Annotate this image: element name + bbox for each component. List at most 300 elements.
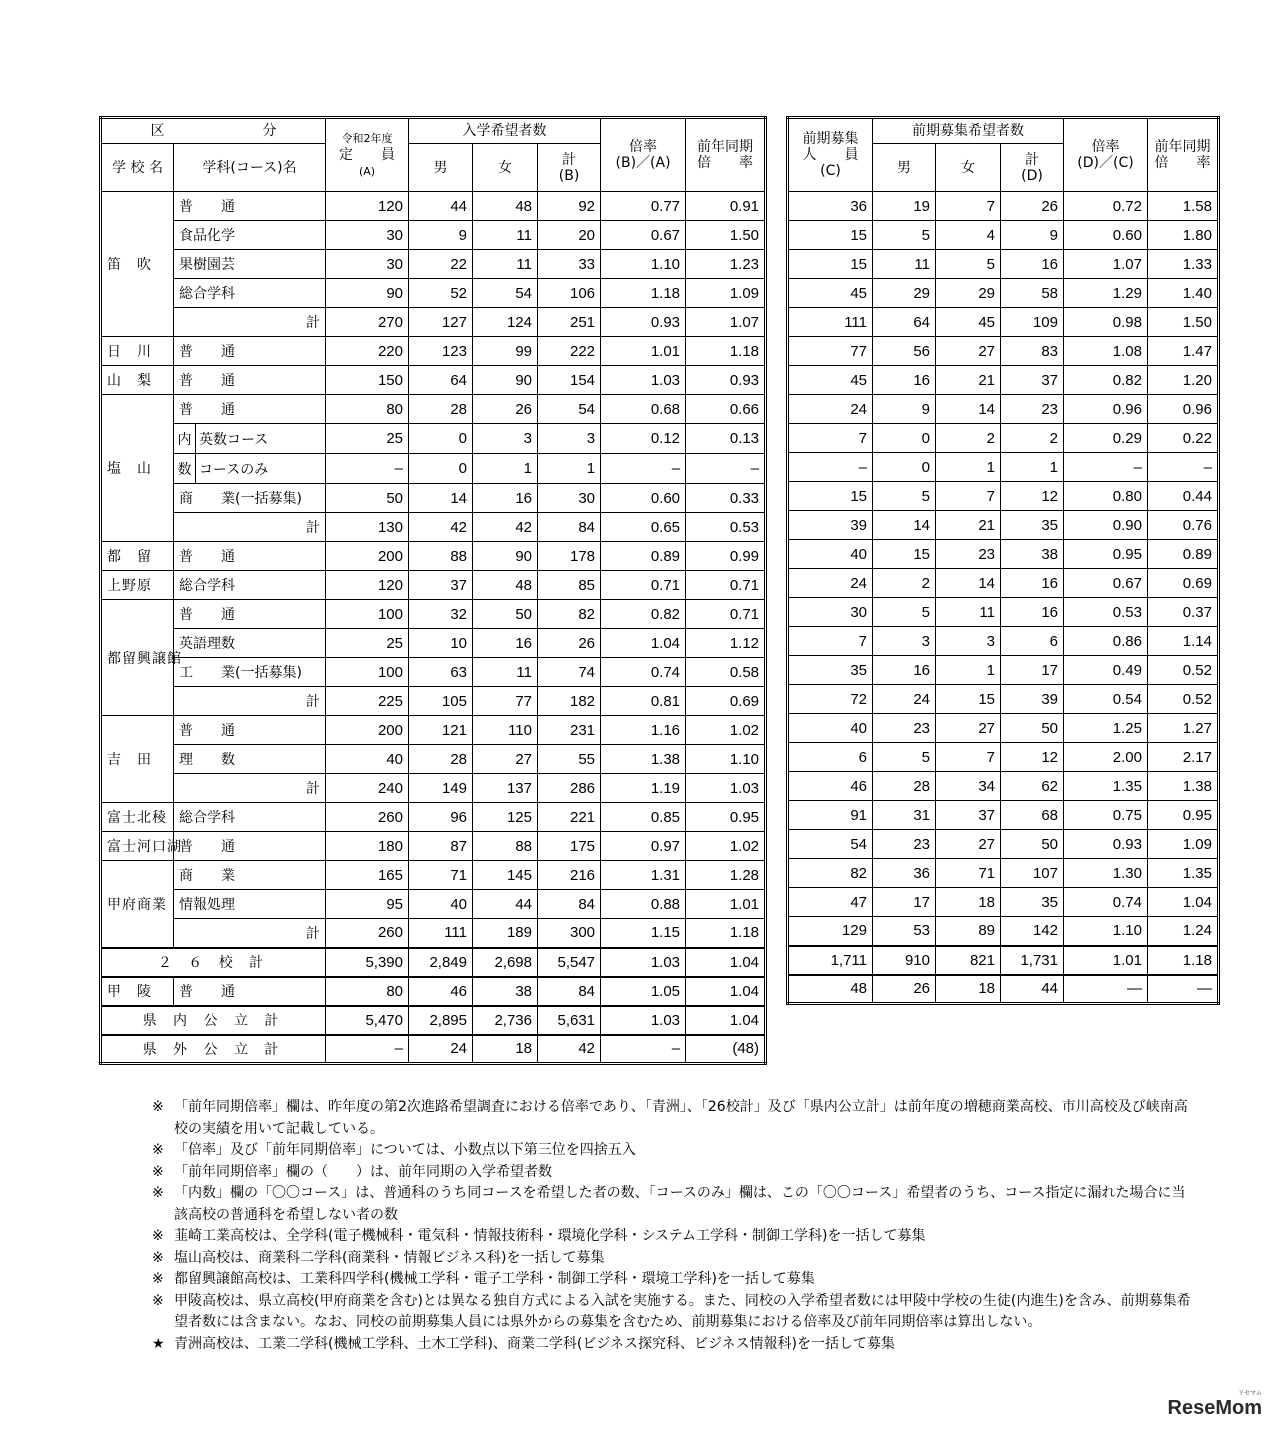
table-row — [101, 948, 766, 977]
value-cell: 0.53 — [1064, 598, 1148, 627]
value-cell: 286 — [538, 774, 601, 803]
table-row — [788, 337, 1219, 366]
value-cell: 5 — [936, 250, 1001, 279]
dept-name: 商 業(一括募集) — [174, 484, 326, 513]
dept-name: 普 通 — [174, 977, 326, 1006]
value-cell: 180 — [326, 832, 409, 861]
value-cell: 9 — [1001, 221, 1064, 250]
female-header: 女 — [473, 144, 538, 192]
value-cell: 7 — [936, 192, 1001, 221]
value-cell: 24 — [873, 685, 936, 714]
value-cell: 1.47 — [1148, 337, 1219, 366]
table-row — [788, 482, 1219, 511]
table-row — [101, 832, 766, 861]
note-mark: ※ — [152, 1249, 164, 1266]
table-row — [101, 484, 766, 513]
value-cell: 123 — [409, 337, 473, 366]
value-cell: 23 — [873, 830, 936, 859]
table-row — [788, 859, 1219, 888]
value-cell: 0.60 — [601, 484, 686, 513]
value-cell: 221 — [538, 803, 601, 832]
value-cell: 182 — [538, 687, 601, 716]
table-row — [788, 830, 1219, 859]
value-cell: 0.67 — [1064, 569, 1148, 598]
subtotal-label: 計 — [174, 687, 326, 716]
sum-header: 計 (D) — [1001, 144, 1064, 192]
value-cell: 0.49 — [1064, 656, 1148, 685]
table-row — [788, 946, 1219, 975]
note-mark: ※ — [152, 1142, 164, 1158]
value-cell: 68 — [1001, 801, 1064, 830]
school-name: 塩 山 — [101, 395, 174, 542]
school-name: 日 川 — [101, 337, 174, 366]
school-name: 笛 吹 — [101, 192, 174, 337]
table-row — [101, 716, 766, 745]
value-cell: 270 — [326, 308, 409, 337]
table-row — [788, 627, 1219, 656]
value-cell: 24 — [788, 569, 873, 598]
value-cell: 18 — [936, 888, 1001, 917]
note-text: 都留興譲館高校は、工業科四学科(機械工学科・電子工学科・制御工学科・環境工学科)を一括して募集 — [174, 1271, 815, 1287]
value-cell: 3 — [538, 424, 601, 454]
value-cell: 129 — [788, 917, 873, 946]
dept-name: 情報処理 — [174, 890, 326, 919]
value-cell: 39 — [1001, 685, 1064, 714]
table-row — [788, 366, 1219, 395]
table-row — [101, 424, 766, 454]
value-cell: 45 — [936, 308, 1001, 337]
value-cell: – — [1148, 453, 1219, 482]
value-cell: 54 — [788, 830, 873, 859]
value-cell: 1.10 — [601, 250, 686, 279]
value-cell: 2.00 — [1064, 743, 1148, 772]
table-row — [101, 279, 766, 308]
value-cell: 1.15 — [601, 919, 686, 948]
table-row — [101, 1006, 766, 1035]
value-cell: 28 — [409, 745, 473, 774]
value-cell: 48 — [788, 975, 873, 1004]
dept-name: 理 数 — [174, 745, 326, 774]
value-cell: 225 — [326, 687, 409, 716]
value-cell: 44 — [1001, 975, 1064, 1004]
value-cell: 0.98 — [1064, 308, 1148, 337]
value-cell: 21 — [936, 511, 1001, 540]
value-cell: 50 — [1001, 830, 1064, 859]
value-cell: 23 — [1001, 395, 1064, 424]
value-cell: 821 — [936, 946, 1001, 975]
value-cell: 0.52 — [1148, 685, 1219, 714]
value-cell: 22 — [409, 250, 473, 279]
value-cell: 1.18 — [1148, 946, 1219, 975]
value-cell: 17 — [873, 888, 936, 917]
value-cell: – — [788, 453, 873, 482]
value-cell: 56 — [873, 337, 936, 366]
footnote — [152, 1226, 1192, 1248]
value-cell: 1.18 — [601, 279, 686, 308]
ratio-header: 倍率 (D)／(C) — [1064, 118, 1148, 192]
value-cell: 7 — [936, 482, 1001, 511]
naisu-label: 内 — [174, 424, 196, 453]
value-cell: 50 — [1001, 714, 1064, 743]
table-row — [788, 395, 1219, 424]
table-row — [101, 861, 766, 890]
school-name: 甲府商業 — [101, 861, 174, 948]
naisu-label: 数 — [174, 454, 196, 483]
course-name: コースのみ — [199, 461, 269, 478]
note-text: 塩山高校は、商業科二学科(商業科・情報ビジネス科)を一括して募集 — [174, 1249, 605, 1266]
value-cell: 46 — [788, 772, 873, 801]
value-cell: – — [326, 1035, 409, 1064]
value-cell: 3 — [936, 627, 1001, 656]
table-row — [788, 424, 1219, 453]
table-row — [101, 395, 766, 424]
value-cell: 1.35 — [1064, 772, 1148, 801]
value-cell: 50 — [326, 484, 409, 513]
value-cell: 14 — [936, 569, 1001, 598]
value-cell: 0.54 — [1064, 685, 1148, 714]
dept-name: 普 通 — [174, 542, 326, 571]
value-cell: 74 — [538, 658, 601, 687]
value-cell: 149 — [409, 774, 473, 803]
value-cell: 106 — [538, 279, 601, 308]
value-cell: 7 — [788, 627, 873, 656]
value-cell: 44 — [409, 192, 473, 221]
value-cell: 0.80 — [1064, 482, 1148, 511]
value-cell: 99 — [473, 337, 538, 366]
value-cell: 20 — [538, 221, 601, 250]
value-cell: 45 — [788, 279, 873, 308]
table-row — [788, 511, 1219, 540]
value-cell: 1.33 — [1148, 250, 1219, 279]
value-cell: 0.60 — [1064, 221, 1148, 250]
value-cell: 40 — [409, 890, 473, 919]
value-cell: 14 — [873, 511, 936, 540]
value-cell: 0.85 — [601, 803, 686, 832]
value-cell: 44 — [473, 890, 538, 919]
value-cell: 30 — [538, 484, 601, 513]
value-cell: 1.02 — [686, 716, 766, 745]
value-cell: 63 — [409, 658, 473, 687]
value-cell: 84 — [538, 890, 601, 919]
footnote — [152, 1248, 1192, 1270]
value-cell: 1.12 — [686, 629, 766, 658]
table-row — [101, 919, 766, 948]
value-cell: 0.44 — [1148, 482, 1219, 511]
value-cell: 5,631 — [538, 1006, 601, 1035]
table-row — [101, 221, 766, 250]
school-name: 山 梨 — [101, 366, 174, 395]
table-row — [101, 542, 766, 571]
value-cell: 142 — [1001, 917, 1064, 946]
value-cell: 1 — [1001, 453, 1064, 482]
value-cell: 27 — [936, 337, 1001, 366]
value-cell: 111 — [788, 308, 873, 337]
value-cell: 111 — [409, 919, 473, 948]
dept-name: 果樹園芸 — [174, 250, 326, 279]
value-cell: 7 — [936, 743, 1001, 772]
value-cell: 1.04 — [686, 1006, 766, 1035]
table-row — [788, 598, 1219, 627]
value-cell: 30 — [326, 250, 409, 279]
value-cell: 77 — [788, 337, 873, 366]
value-cell: 189 — [473, 919, 538, 948]
table-row — [788, 192, 1219, 221]
school-name: 富士河口湖 — [101, 832, 174, 861]
note-text: 「内数」欄の「〇〇コース」は、普通科のうち同コースを希望した者の数、「コースのみ」欄は、この「〇〇コース」希望者のうち、コース指定に漏れた場合に当該高校の普通科を希望しない者の数 — [174, 1185, 1186, 1223]
table-row — [101, 687, 766, 716]
dept-name: 普 通 — [174, 832, 326, 861]
table-row — [101, 803, 766, 832]
value-cell: 5 — [873, 598, 936, 627]
boshu-header: 前期募集 人 員 (C) — [788, 118, 873, 192]
value-cell: 1.58 — [1148, 192, 1219, 221]
dept-name: 商 業 — [174, 861, 326, 890]
value-cell: — — [1064, 975, 1148, 1004]
value-cell: 5 — [873, 482, 936, 511]
value-cell: 222 — [538, 337, 601, 366]
value-cell: 0.71 — [686, 571, 766, 600]
value-cell: 30 — [326, 221, 409, 250]
value-cell: 95 — [326, 890, 409, 919]
value-cell: 1.24 — [1148, 917, 1219, 946]
table-row — [788, 801, 1219, 830]
value-cell: 1.03 — [601, 366, 686, 395]
value-cell: 30 — [788, 598, 873, 627]
dept-name: 工 業(一括募集) — [174, 658, 326, 687]
table-row — [788, 453, 1219, 482]
value-cell: 1.10 — [686, 745, 766, 774]
value-cell: 124 — [473, 308, 538, 337]
value-cell: 1.38 — [601, 745, 686, 774]
applicants-table — [99, 116, 767, 1065]
value-cell: 1.04 — [686, 977, 766, 1006]
value-cell: 37 — [409, 571, 473, 600]
value-cell: 36 — [873, 859, 936, 888]
value-cell: 12 — [1001, 482, 1064, 511]
value-cell: 0.12 — [601, 424, 686, 454]
value-cell: 84 — [538, 513, 601, 542]
value-cell: 1,711 — [788, 946, 873, 975]
value-cell: 23 — [873, 714, 936, 743]
value-cell: 90 — [326, 279, 409, 308]
value-cell: 16 — [1001, 598, 1064, 627]
value-cell: 28 — [873, 772, 936, 801]
teiin-header: 令和2年度 定 員 (A) — [326, 118, 409, 192]
value-cell: 17 — [1001, 656, 1064, 685]
value-cell: 15 — [873, 540, 936, 569]
value-cell: 165 — [326, 861, 409, 890]
value-cell: 0.69 — [686, 687, 766, 716]
value-cell: 31 — [873, 801, 936, 830]
value-cell: 16 — [1001, 250, 1064, 279]
dept-name — [174, 454, 326, 484]
value-cell: 6 — [788, 743, 873, 772]
male-header: 男 — [873, 144, 936, 192]
value-cell: 89 — [936, 917, 1001, 946]
value-cell: 2,895 — [409, 1006, 473, 1035]
value-cell: 0.22 — [1148, 424, 1219, 453]
dept-name: 普 通 — [174, 366, 326, 395]
value-cell: 1.09 — [1148, 830, 1219, 859]
prev-ratio-header: 前年同期 倍 率 — [1148, 118, 1219, 192]
value-cell: 1.38 — [1148, 772, 1219, 801]
table-row — [788, 917, 1219, 946]
footnote — [152, 1183, 1192, 1226]
table-row — [101, 454, 766, 484]
value-cell: 11 — [873, 250, 936, 279]
value-cell: 0.68 — [601, 395, 686, 424]
school-name: 甲 陵 — [101, 977, 174, 1006]
value-cell: 1.31 — [601, 861, 686, 890]
table-row — [788, 975, 1219, 1004]
value-cell: 37 — [936, 801, 1001, 830]
school-name: 富士北稜 — [101, 803, 174, 832]
value-cell: 11 — [473, 658, 538, 687]
note-mark: ★ — [152, 1335, 165, 1352]
value-cell: 1.07 — [686, 308, 766, 337]
value-cell: 1.05 — [601, 977, 686, 1006]
school-name: 吉 田 — [101, 716, 174, 803]
value-cell: 58 — [1001, 279, 1064, 308]
value-cell: 38 — [1001, 540, 1064, 569]
value-cell: 1.29 — [1064, 279, 1148, 308]
value-cell: 1.25 — [1064, 714, 1148, 743]
value-cell: 39 — [788, 511, 873, 540]
value-cell: 2 — [1001, 424, 1064, 453]
value-cell: 1.23 — [686, 250, 766, 279]
subtotal-label: 計 — [174, 308, 326, 337]
value-cell: 27 — [936, 714, 1001, 743]
value-cell: 11 — [936, 598, 1001, 627]
value-cell: 2,736 — [473, 1006, 538, 1035]
value-cell: 18 — [936, 975, 1001, 1004]
value-cell: 0.90 — [1064, 511, 1148, 540]
table-row — [788, 250, 1219, 279]
value-cell: 48 — [473, 192, 538, 221]
value-cell: 1.28 — [686, 861, 766, 890]
value-cell: 82 — [788, 859, 873, 888]
value-cell: 0 — [409, 454, 473, 484]
value-cell: 11 — [473, 221, 538, 250]
value-cell: 40 — [788, 540, 873, 569]
value-cell: 27 — [473, 745, 538, 774]
value-cell: 1.01 — [601, 337, 686, 366]
value-cell: (48) — [686, 1035, 766, 1064]
value-cell: 0.29 — [1064, 424, 1148, 453]
value-cell: 6 — [1001, 627, 1064, 656]
dept-name: 総合学科 — [174, 803, 326, 832]
note-mark: ※ — [152, 1271, 164, 1287]
value-cell: 24 — [788, 395, 873, 424]
value-cell: – — [326, 454, 409, 484]
value-cell: 3 — [873, 627, 936, 656]
value-cell: 29 — [873, 279, 936, 308]
value-cell: 0.71 — [686, 600, 766, 629]
value-cell: 64 — [409, 366, 473, 395]
table-row — [101, 1035, 766, 1064]
note-mark: ※ — [152, 1228, 164, 1244]
note-text: 甲陵高校は、県立高校(甲府商業を含む)とは異なる独自方式による入試を実施する。また、同校の入学希望者数には甲陵中学校の生徒(内進生)を含み、前期募集希望者数には含まない。なお、同校の前期募集人員には県外からの募集を含むため、前期募集における倍率及び前年同期倍率は算出しない。 — [174, 1292, 1191, 1330]
value-cell: 1.40 — [1148, 279, 1219, 308]
value-cell: 251 — [538, 308, 601, 337]
value-cell: 71 — [409, 861, 473, 890]
value-cell: 1 — [936, 453, 1001, 482]
value-cell: 83 — [1001, 337, 1064, 366]
kubun-header: 区 分 — [101, 118, 326, 144]
value-cell: 0.81 — [601, 687, 686, 716]
value-cell: 200 — [326, 542, 409, 571]
female-header: 女 — [936, 144, 1001, 192]
value-cell: 0.96 — [1148, 395, 1219, 424]
value-cell: 0.95 — [686, 803, 766, 832]
value-cell: 0.89 — [1148, 540, 1219, 569]
value-cell: 48 — [473, 571, 538, 600]
value-cell: 0.52 — [1148, 656, 1219, 685]
table-row — [101, 192, 766, 221]
value-cell: 100 — [326, 600, 409, 629]
note-text: 「前年同期倍率」欄は、昨年度の第2次進路希望調査における倍率であり、「青洲」、「26校計」及び「県内公立計」は前年度の増穂商業高校、市川高校及び峡南高校の実績を用いて記載している。 — [174, 1099, 1188, 1137]
subtotal-label: 計 — [174, 919, 326, 948]
value-cell: 64 — [873, 308, 936, 337]
value-cell: 1.03 — [686, 774, 766, 803]
value-cell: 2 — [873, 569, 936, 598]
value-cell: 26 — [473, 395, 538, 424]
value-cell: 0.88 — [601, 890, 686, 919]
value-cell: 0.93 — [601, 308, 686, 337]
value-cell: 0.76 — [1148, 511, 1219, 540]
ratio-header: 倍率 (B)／(A) — [601, 118, 686, 192]
value-cell: 27 — [936, 830, 1001, 859]
table-row — [788, 221, 1219, 250]
value-cell: 1 — [936, 656, 1001, 685]
dept-name: 普 通 — [174, 716, 326, 745]
row-label: 県 外 公 立 計 — [101, 1035, 326, 1064]
value-cell: 1.50 — [686, 221, 766, 250]
table-row — [101, 571, 766, 600]
table-row — [788, 772, 1219, 801]
value-cell: 110 — [473, 716, 538, 745]
table-row — [788, 279, 1219, 308]
value-cell: 0.75 — [1064, 801, 1148, 830]
male-header: 男 — [409, 144, 473, 192]
resemom-logo: ReseMom リセマム — [1167, 1391, 1262, 1419]
course-name: 英数コース — [199, 431, 269, 448]
value-cell: 2,849 — [409, 948, 473, 977]
value-cell: 24 — [409, 1035, 473, 1064]
footnote — [152, 1334, 1192, 1356]
value-cell: 54 — [538, 395, 601, 424]
dept-name: 普 通 — [174, 600, 326, 629]
value-cell: 26 — [873, 975, 936, 1004]
school-name: 都 留 — [101, 542, 174, 571]
note-text: 「倍率」及び「前年同期倍率」については、小数点以下第三位を四捨五入 — [174, 1142, 636, 1158]
value-cell: 16 — [1001, 569, 1064, 598]
table-row — [101, 250, 766, 279]
footnote — [152, 1162, 1192, 1184]
value-cell: 0 — [409, 424, 473, 454]
value-cell: 7 — [788, 424, 873, 453]
value-cell: 23 — [936, 540, 1001, 569]
value-cell: 0.66 — [686, 395, 766, 424]
value-cell: 15 — [788, 250, 873, 279]
table-row — [788, 569, 1219, 598]
value-cell: 1.04 — [601, 629, 686, 658]
table-row — [101, 774, 766, 803]
value-cell: 100 — [326, 658, 409, 687]
value-cell: 40 — [326, 745, 409, 774]
value-cell: 62 — [1001, 772, 1064, 801]
table-row — [101, 745, 766, 774]
